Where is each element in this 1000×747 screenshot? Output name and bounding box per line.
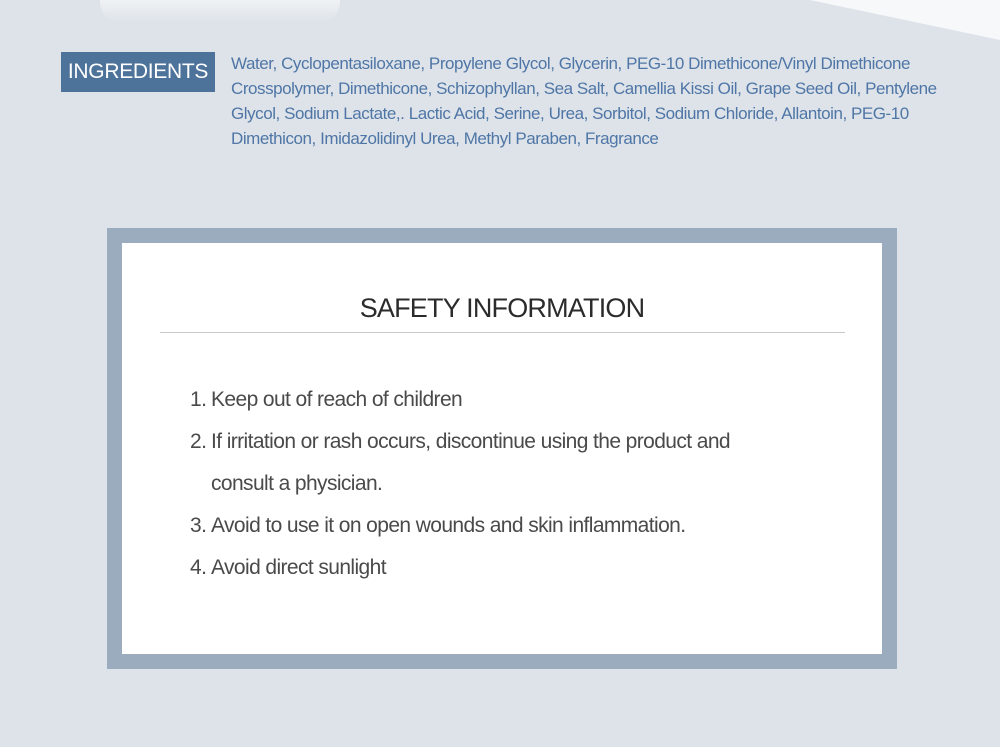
safety-item-number: 4. bbox=[190, 556, 207, 579]
safety-item-number: 2. bbox=[190, 430, 207, 453]
safety-title: SAFETY INFORMATION bbox=[359, 293, 645, 323]
safety-item-text: If irritation or rash occurs, discontinue using the product and consult a physician. bbox=[211, 430, 730, 495]
top-decoration bbox=[100, 0, 340, 22]
safety-item-text: Avoid to use it on open wounds and skin inflammation. bbox=[211, 514, 686, 537]
safety-item-3 bbox=[190, 505, 771, 547]
safety-item-number: 3. bbox=[190, 514, 207, 537]
safety-list bbox=[190, 379, 771, 589]
safety-card bbox=[122, 243, 882, 654]
safety-item-text: Keep out of reach of children bbox=[211, 388, 463, 411]
safety-item-text: Avoid direct sunlight bbox=[211, 556, 386, 579]
safety-frame bbox=[107, 228, 897, 669]
safety-item-4 bbox=[190, 547, 771, 589]
corner-decoration bbox=[810, 0, 1000, 40]
safety-item-1 bbox=[190, 379, 771, 421]
safety-item-2 bbox=[190, 421, 771, 505]
ingredients-section bbox=[61, 52, 971, 168]
safety-divider bbox=[160, 332, 845, 333]
safety-item-number: 1. bbox=[190, 388, 207, 411]
ingredients-list: Water, Cyclopentasiloxane, Propylene Glycol, Glycerin, PEG-10 Dimethicone/Vinyl Dimethicone Crosspolymer, Dimethicone, Schizophyllan, Sea Salt, Camellia Kissi Oil, Grape Seed Oil, Pentylene Glycol, Sodium Lactate,. Lactic Acid, Serine, Urea, Sorbitol, Sodium Chloride, Allantoin, PEG-10 Dimethicon, Imidazolidinyl Urea, Methyl Paraben, Fragrance bbox=[231, 54, 937, 148]
ingredients-label: INGREDIENTS bbox=[61, 52, 215, 92]
